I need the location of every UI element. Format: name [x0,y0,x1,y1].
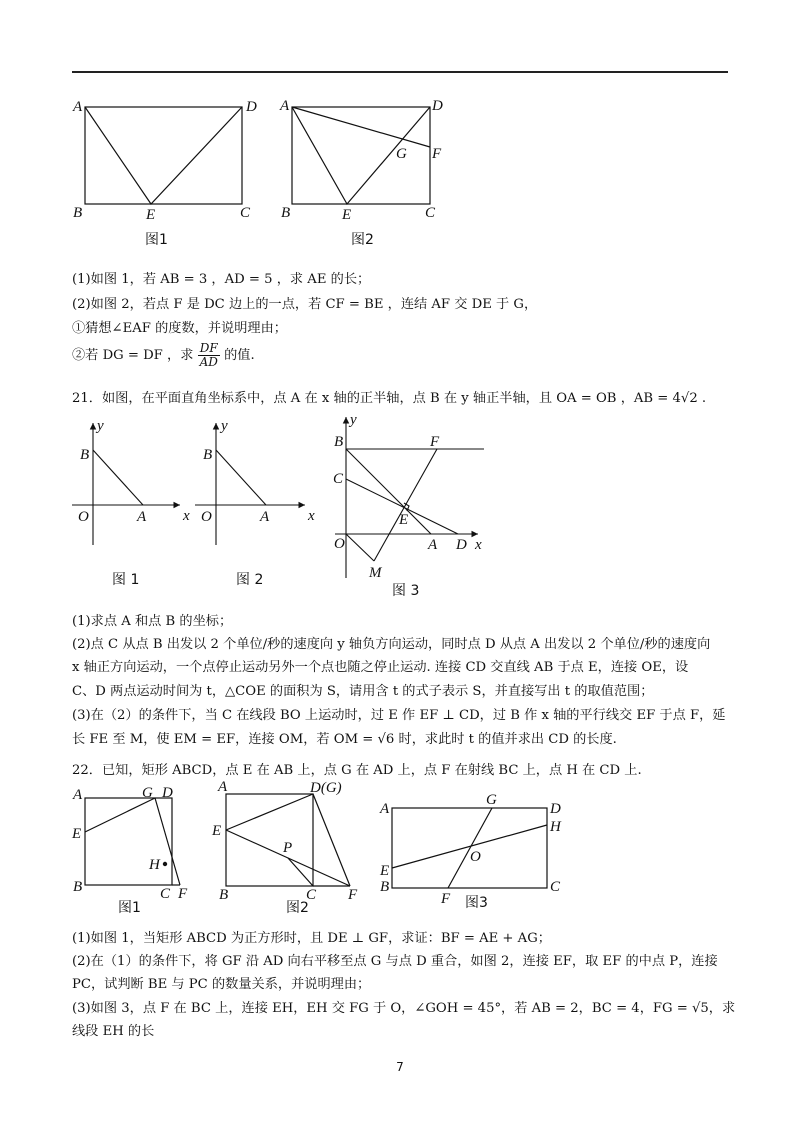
q22-f2-label-dg: D(G) [310,780,342,796]
q22-f1-label-b: B [73,879,83,895]
q21-f3-label-b: B [334,434,344,450]
q20-part4-lead: ②若 DG = DF ，求 [72,348,194,363]
q21-part2-line1: (2)点 C 从点 B 出发以 2 个单位/秒的速度向 y 轴负方向运动，同时点 D 从点 A 出发以 2 个单位/秒的速度向 [72,637,711,652]
q21-f3-label-f: F [430,434,440,450]
q22-f2-label-p: P [283,840,293,856]
q22-f3-label-e: E [380,863,390,879]
q22-f1-label-c: C [160,886,171,902]
q22-f2-label-b: B [219,887,229,903]
q22-f2-caption: 图2 [286,900,309,916]
fig1-label-a: A [73,99,83,115]
q21-f2-label-a: A [260,509,270,525]
q21-part1: (1)求点 A 和点 B 的坐标； [72,614,233,629]
fig2-label-d: D [432,98,443,114]
q21-f3-label-a: A [428,537,438,553]
fig2-label-a: A [280,98,290,114]
q21-part2-line2: x 轴正方向运动，一个点停止运动另外一个点也随之停止运动. 连接 CD 交直线 AB 于点 E，连接 OE，设 [72,660,689,675]
q22-f1-caption: 图1 [118,900,141,916]
q21-f3-label-m: M [369,565,382,581]
q22-f1-label-d: D [162,785,173,801]
q21-f1-caption: 图 1 [112,572,140,588]
q22-part1: (1)如图 1，当矩形 ABCD 为正方形时，且 DE ⊥ GF，求证：BF = AE + AG； [72,931,551,946]
q22-f2-label-a: A [218,779,228,795]
fig2-caption: 图2 [351,232,374,248]
q21-f3-label-o: O [334,536,345,552]
q21-f2-label-y: y [221,418,228,434]
fig2-label-e: E [342,207,352,223]
q21-f1-label-o: O [78,509,89,525]
q22-part2-line1: (2)在（1）的条件下，将 GF 沿 AD 向右平移至点 G 与点 D 重合，如图 2，连接 EF，取 EF 的中点 P，连接 [72,954,718,969]
q21-f3-label-x: x [475,537,482,553]
q21-f2-label-b: B [203,447,213,463]
q22-f1-point-h [163,862,167,866]
q21-part3-line1: (3)在（2）的条件下，当 C 在线段 BO 上运动时，过 E 作 EF ⊥ CD，过 B 作 x 轴的平行线交 EF 于点 F，延 [72,708,726,723]
q21-part3-line2: 长 FE 至 M，使 EM = EF，连接 OM，若 OM = √6 时，求此时 t 的值并求出 CD 的长度. [72,732,617,747]
q22-f2-label-f: F [348,887,358,903]
q21-f2-caption: 图 2 [236,572,264,588]
q22-f2-label-e: E [212,823,222,839]
q21-f2-label-x: x [308,508,315,524]
q20-part3: ①猜想∠EAF 的度数，并说明理由； [72,321,287,336]
q22-f3-label-g: G [486,792,497,808]
q22-f2-label-c: C [306,887,317,903]
q22-f3-caption: 图3 [465,895,488,911]
fig2-label-b: B [281,205,291,221]
fig1-caption: 图1 [145,232,168,248]
q22-part3-line2: 线段 EH 的长 [72,1024,155,1039]
q22-intro: 22．已知，矩形 ABCD，点 E 在 AB 上，点 G 在 AD 上，点 F 在射线 BC 上，点 H 在 CD 上. [72,763,642,778]
q22-f1-label-f: F [178,886,188,902]
q22-f3-label-b: B [380,879,390,895]
q22-f2-line-ed [226,794,313,830]
q21-part2-line3: C、D 两点运动时间为 t，△COE 的面积为 S，请用含 t 的式子表示 S，并直接写出 t 的取值范围； [72,684,654,699]
q22-f1-label-a: A [73,787,83,803]
q22-f3-label-o: O [470,849,481,865]
q21-f3-label-c: C [333,471,344,487]
q22-f3-label-f: F [441,891,451,907]
q22-f1-label-e: E [72,826,82,842]
fig2-label-g: G [396,146,407,162]
q21-intro: 21．如图，在平面直角坐标系中，点 A 在 x 轴的正半轴，点 B 在 y 轴正半轴，且 OA = OB ，AB = 4√2 . [72,391,707,406]
page-number: 7 [396,1060,404,1074]
q20-fraction-numerator: DF [199,341,218,355]
q20-part1: (1)如图 1，若 AB = 3 ，AD = 5 ，求 AE 的长； [72,272,371,287]
q21-f3-label-e: E [399,512,409,528]
q21-f1-label-a: A [137,509,147,525]
fig2-label-f: F [432,146,442,162]
q22-f3-label-h: H [550,819,561,835]
q20-part2: (2)如图 2，若点 F 是 DC 边上的一点，若 CF = BE ，连结 AF 交 DE 于 G， [72,297,538,312]
q22-f3-label-a: A [380,801,390,817]
q22-f3-line-gf [448,808,492,888]
q21-f1-label-y: y [97,418,104,434]
q22-f3-label-d: D [550,801,561,817]
q21-f3-label-d: D [456,537,467,553]
q21-f3-label-y: y [350,412,357,428]
fig1-label-c: C [240,205,251,221]
q21-f3-caption: 图 3 [392,583,420,599]
q22-f1-line-eg [85,798,155,832]
q22-f2-line-pc [288,858,313,886]
fig2-label-c: C [425,205,436,221]
q22-f1-label-h: H [149,857,160,873]
q20-part4-tail: 的值. [224,348,255,363]
q20-fraction-denominator: AD [199,355,218,369]
q21-f2-label-o: O [201,509,212,525]
fig1-label-b: B [73,205,83,221]
q22-f1-label-g: G [142,785,153,801]
q21-f1-label-b: B [80,447,90,463]
fig1-label-d: D [246,99,257,115]
q21-f1-label-x: x [183,508,190,524]
q22-part2-line2: PC，试判断 BE 与 PC 的数量关系，并说明理由； [72,977,371,992]
q22-part3-line1: (3)如图 3，点 F 在 BC 上，连接 EH，EH 交 FG 于 O，∠GOH = 45°，若 AB = 2，BC = 4，FG = √5，求 [72,1001,736,1016]
q22-f3-label-c: C [550,879,561,895]
fig1-label-e: E [146,207,156,223]
